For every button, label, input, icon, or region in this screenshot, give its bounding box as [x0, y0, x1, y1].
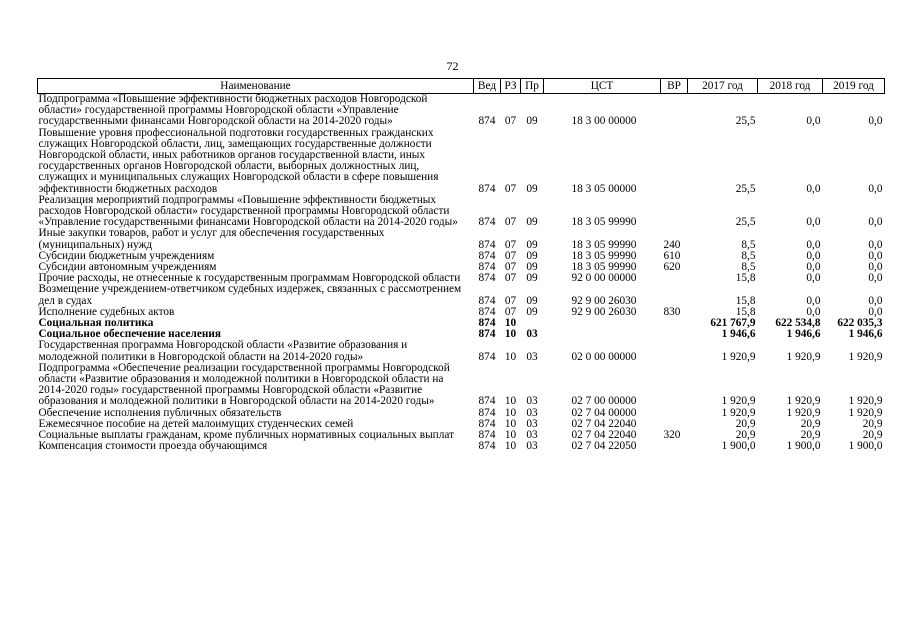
row-cst: 92 0 00 00000: [571, 272, 637, 285]
row-2019: 0,0: [868, 261, 883, 274]
row-ved: 874: [478, 249, 496, 262]
row-2019: 0,0: [868, 216, 883, 229]
row-vr: 610: [663, 249, 681, 262]
row-rz: 10: [504, 406, 517, 419]
row-2017: 25,5: [735, 115, 756, 128]
row-cst: [544, 329, 661, 340]
row-2018: 0,0: [806, 272, 821, 285]
row-vr: [661, 441, 688, 452]
row-cst: 02 7 04 22050: [571, 440, 637, 453]
row-2018: 1 920,9: [786, 406, 821, 419]
row-pr: 09: [526, 272, 538, 285]
row-2018: 1 946,6: [786, 328, 821, 341]
row-vr: [661, 128, 688, 195]
row-vr: 240: [663, 238, 681, 251]
row-ved: 874: [478, 115, 496, 128]
row-pr: 03: [526, 395, 538, 408]
row-cst: 92 9 00 26030: [571, 305, 637, 318]
row-cst: 02 7 04 22040: [571, 417, 637, 430]
row-2018: 0,0: [806, 294, 821, 307]
row-cst: 02 7 04 22040: [571, 429, 637, 442]
row-2018: 1 920,9: [786, 350, 821, 363]
row-2019: 0,0: [868, 249, 883, 262]
row-cst: 18 3 05 99990: [571, 249, 637, 262]
row-2017: 20,9: [735, 429, 756, 442]
row-2018: 622 534,8: [775, 317, 821, 330]
row-rz: 10: [504, 417, 517, 430]
row-name: Подпрограмма «Повышение эффективности бюджетных расходов Новгородской области» государственной программы Новгородской области «Управление государственными финансами Новгородской области на 2014-2020 годы»: [38, 93, 428, 128]
row-2019: 1 920,9: [848, 350, 883, 363]
row-pr: 03: [526, 350, 538, 363]
row-name: Иные закупки товаров, работ и услуг для обеспечения государственных (муниципальных) нужд: [38, 227, 385, 251]
table-header-row: [38, 79, 885, 94]
row-cst: 02 7 04 00000: [571, 406, 637, 419]
header-vr: ВР: [661, 79, 688, 94]
row-2017: 25,5: [735, 182, 756, 195]
table-body: [38, 94, 885, 453]
table-row: [38, 441, 885, 452]
row-cst: [544, 318, 661, 329]
row-2019: 1 900,0: [848, 440, 883, 453]
row-ved: 874: [478, 261, 496, 274]
row-2019: 20,9: [862, 429, 883, 442]
row-2018: 0,0: [806, 216, 821, 229]
header-cst: ЦСТ: [544, 79, 661, 94]
row-ved: 874: [478, 238, 496, 251]
table-row: [38, 195, 885, 229]
row-name: Повышение уровня профессиональной подготовки государственных гражданских служащих Новгородской области, лиц, замещающих государственные должности Новгородской области, иных работников органов государственной власти, иных государственных органов Новгородской области, выборных должностных лиц, служащих и муниципальных служащих Новгородской области в сфере повышения эффективности бюджетных расходов: [38, 126, 439, 195]
row-ved: 874: [478, 406, 496, 419]
row-name: Субсидии автономным учреждениям: [38, 261, 217, 274]
row-pr: 03: [526, 406, 538, 419]
row-2019: 1 920,9: [848, 406, 883, 419]
row-cst: 92 9 00 26030: [571, 294, 637, 307]
row-ved: 874: [478, 350, 496, 363]
row-ved: 874: [478, 216, 496, 229]
row-2017: 25,5: [735, 216, 756, 229]
header-2017: 2017 год: [688, 79, 758, 94]
row-2018: 0,0: [806, 115, 821, 128]
row-pr: 03: [526, 429, 538, 442]
row-name: Государственная программа Новгородской области «Развитие образования и молодежной политики в Новгородской области на 2014-2020 годы»: [38, 339, 408, 363]
row-rz: 07: [504, 238, 517, 251]
row-2019: 0,0: [868, 294, 883, 307]
row-cst: 18 3 05 99990: [571, 216, 637, 229]
table-row: [38, 284, 885, 306]
row-rz: 07: [504, 272, 517, 285]
page-number: 72: [446, 59, 459, 73]
header-name: Наименование: [38, 79, 474, 94]
row-2017: 15,8: [735, 305, 756, 318]
row-pr: 03: [526, 328, 538, 341]
row-rz: 07: [504, 305, 517, 318]
row-vr: [661, 273, 688, 284]
row-2017: 621 767,9: [710, 317, 756, 330]
row-pr: 09: [526, 216, 538, 229]
row-ved: 874: [478, 429, 496, 442]
row-2018: 1 920,9: [786, 395, 821, 408]
row-rz: 10: [504, 317, 517, 330]
row-vr: [661, 408, 688, 419]
row-cst: 18 3 05 99990: [571, 238, 637, 251]
header-2019: 2019 год: [823, 79, 885, 94]
row-cst: 18 3 05 00000: [571, 182, 637, 195]
row-ved: 874: [478, 272, 496, 285]
row-ved: 874: [478, 305, 496, 318]
row-2017: 1 920,9: [721, 395, 756, 408]
row-rz: 07: [504, 294, 517, 307]
row-pr: 09: [526, 249, 538, 262]
row-pr: 09: [526, 238, 538, 251]
row-ved: 874: [478, 317, 496, 330]
row-2017: 8,5: [741, 261, 756, 274]
row-2017: 1 920,9: [721, 406, 756, 419]
row-vr: [661, 284, 688, 306]
table-row: [38, 363, 885, 408]
row-2018: 0,0: [806, 261, 821, 274]
row-2019: 0,0: [868, 272, 883, 285]
header-2018: 2018 год: [758, 79, 823, 94]
row-pr: 09: [526, 305, 538, 318]
row-2017: 15,8: [735, 272, 756, 285]
row-vr: 830: [663, 305, 681, 318]
row-ved: 874: [478, 395, 496, 408]
row-2017: 8,5: [741, 249, 756, 262]
row-2019: 0,0: [868, 115, 883, 128]
row-2019: 0,0: [868, 182, 883, 195]
row-rz: 10: [504, 440, 517, 453]
row-rz: 07: [504, 261, 517, 274]
row-pr: 03: [526, 417, 538, 430]
row-2019: 1 920,9: [848, 395, 883, 408]
row-pr: 03: [526, 440, 538, 453]
row-2017: 1 946,6: [721, 328, 756, 341]
header-rz: РЗ: [501, 79, 521, 94]
row-name: Подпрограмма «Обеспечение реализации государственной программы Новгородской области «Развитие образования и молодежной политики в Новгородской области на 2014-2020 годы» государственной программы Новгородской области «Развитие образования и молодежной политики в Новгородской области на 2014-2020 годы»: [38, 361, 450, 408]
row-rz: 07: [504, 249, 517, 262]
row-ved: 874: [478, 294, 496, 307]
row-rz: 10: [504, 429, 517, 442]
row-pr: 09: [526, 115, 538, 128]
row-2017: 15,8: [735, 294, 756, 307]
row-pr: 09: [526, 294, 538, 307]
header-ved: Вед: [474, 79, 501, 94]
row-vr: [661, 318, 688, 329]
row-2018: 20,9: [800, 417, 821, 430]
row-2018: 20,9: [800, 429, 821, 442]
table-row: [38, 307, 885, 318]
row-name: Прочие расходы, не отнесенные к государственным программам Новгородской области: [38, 272, 461, 285]
row-vr: 620: [663, 261, 681, 274]
header-pr: Пр: [521, 79, 544, 94]
row-2018: 0,0: [806, 249, 821, 262]
row-ved: 874: [478, 440, 496, 453]
row-cst: 02 7 00 00000: [571, 395, 637, 408]
row-name: Обеспечение исполнения публичных обязательств: [38, 406, 282, 419]
row-vr: 320: [663, 429, 681, 442]
row-ved: 874: [478, 182, 496, 195]
row-2017: 1 900,0: [721, 440, 756, 453]
table-row: [38, 340, 885, 362]
budget-table: [37, 78, 885, 453]
row-name: Социальная политика: [38, 317, 154, 330]
row-cst: 18 3 05 99990: [571, 261, 637, 274]
row-2019: 0,0: [868, 238, 883, 251]
row-2017: 8,5: [741, 238, 756, 251]
row-cst: 02 0 00 00000: [571, 350, 637, 363]
row-vr: [661, 329, 688, 340]
row-rz: 07: [504, 216, 517, 229]
row-name: Возмещение учреждением-ответчиком судебных издержек, связанных с рассмотрением дел в судах: [38, 283, 462, 307]
row-vr: [661, 94, 688, 128]
row-name: Субсидии бюджетным учреждениям: [38, 249, 215, 262]
row-vr: [661, 195, 688, 229]
row-pr: 09: [526, 182, 538, 195]
row-rz: 10: [504, 350, 517, 363]
row-name: Компенсация стоимости проезда обучающимся: [38, 440, 268, 453]
row-ved: 874: [478, 417, 496, 430]
table-row: [38, 128, 885, 195]
row-name: Социальные выплаты гражданам, кроме публичных нормативных социальных выплат: [38, 429, 455, 442]
row-2019: 0,0: [868, 305, 883, 318]
row-2019: 1 946,6: [848, 328, 883, 341]
row-vr: [661, 363, 688, 408]
row-2017: 1 920,9: [721, 350, 756, 363]
row-rz: 10: [504, 395, 517, 408]
row-name: Социальное обеспечение населения: [38, 328, 221, 341]
row-ved: 874: [478, 328, 496, 341]
row-rz: 10: [504, 328, 517, 341]
table-row: [38, 94, 885, 128]
row-2019: 622 035,3: [837, 317, 883, 330]
row-rz: 07: [504, 115, 517, 128]
row-2018: 0,0: [806, 238, 821, 251]
row-vr: [661, 340, 688, 362]
table-row: [38, 228, 885, 250]
row-2018: 1 900,0: [786, 440, 821, 453]
row-2018: 0,0: [806, 305, 821, 318]
row-name: Исполнение судебных актов: [38, 305, 175, 318]
row-cst: 18 3 00 00000: [571, 115, 637, 128]
row-name: Реализация мероприятий подпрограммы «Повышение эффективности бюджетных расходов Новгородской области» государственной программы Новгородской области «Управление государственными финансами Новгородской области на 2014-2020 годы»: [38, 193, 458, 229]
row-2017: 20,9: [735, 417, 756, 430]
row-pr: 09: [526, 261, 538, 274]
row-name: Ежемесячное пособие на детей малоимущих студенческих семей: [38, 417, 354, 430]
row-2018: 0,0: [806, 182, 821, 195]
row-2019: 20,9: [862, 417, 883, 430]
row-rz: 07: [504, 182, 517, 195]
